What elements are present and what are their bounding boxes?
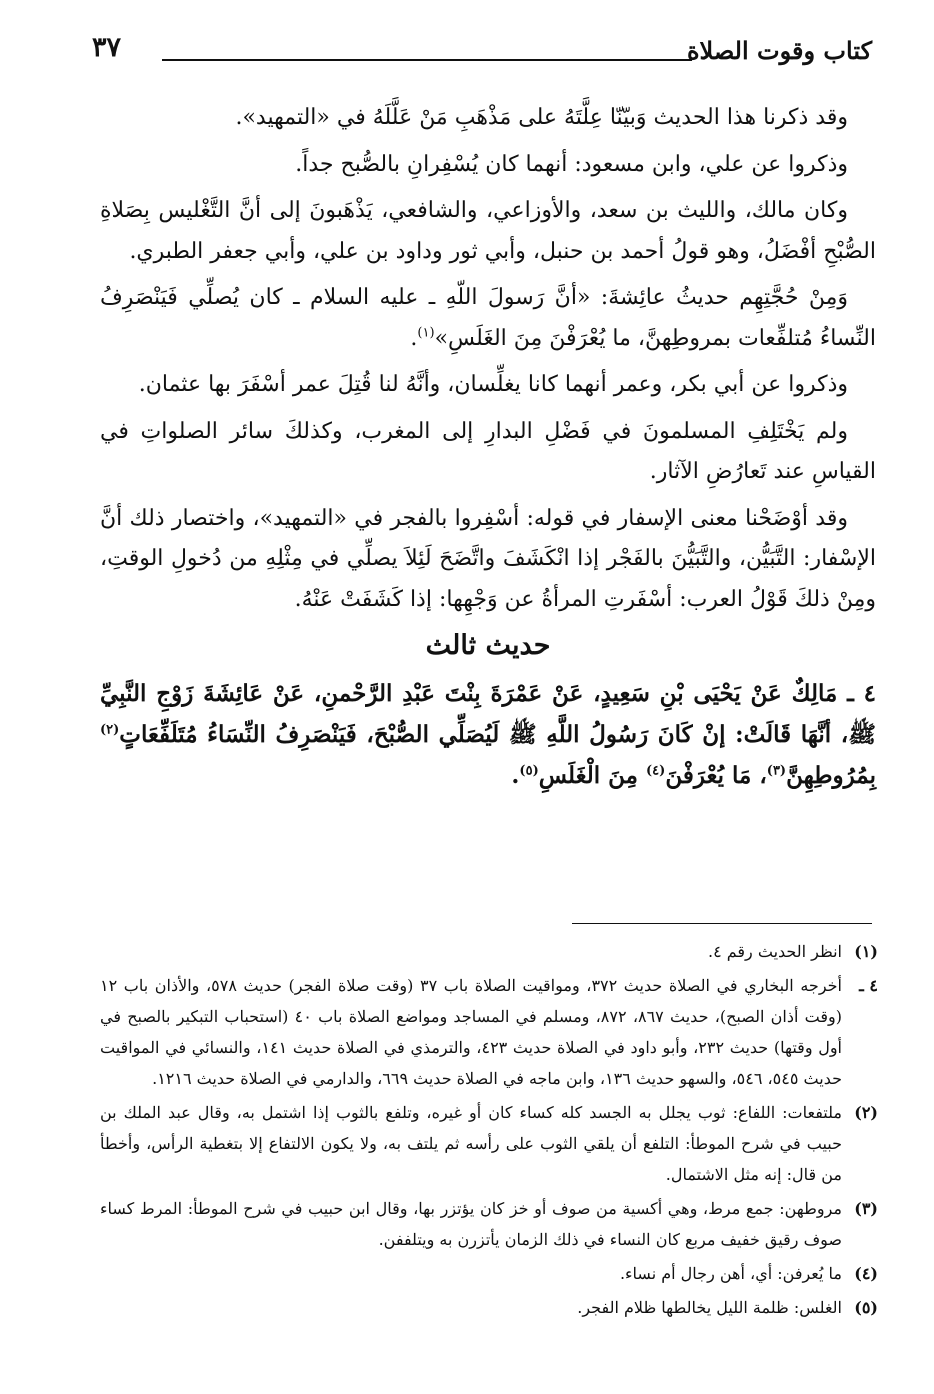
hadith-part: . <box>511 761 520 789</box>
main-text <box>100 98 876 802</box>
footnote-text: انظر الحديث رقم ٤. <box>707 942 842 961</box>
footnote <box>100 1258 878 1289</box>
footnote <box>100 970 878 1094</box>
section-title: حديث ثالث <box>425 630 551 661</box>
hadith-part: ٤ ـ مَالِكٌ عَنْ يَحْيَى بْنِ سَعِيدٍ، عَنْ عَمْرَةَ بِنْتَ عَبْدِ الرَّحْمنِ، عَنْ عَائِشَةَ زَوْجِ النَّبِيِّ ﷺ، أنَّهَا قَالَتْ: إنْ كَانَ رَسُولُ اللَّهِ ﷺ لَيُصَلِّي الصُّبْحَ، فَيَنْصَرِفُ النِّسَاءُ مُتَلَفِّعَاتٍ <box>100 679 876 748</box>
page-number: ٣٧ <box>92 32 122 63</box>
header-rule <box>162 59 692 61</box>
paragraph: وذكروا عن أبي بكر، وعمر أنهما كانا يغلِّسان، وأنَّهُ لنا قُتِلَ عمر أسْفَرَ بها عثمان. <box>138 372 848 397</box>
footnote-number: (٥) <box>854 1298 878 1317</box>
footnote-ref: (٣) <box>766 762 787 778</box>
paragraph-text: وَمِنْ حُجَّتِهِم حديثُ عائِشةَ: «أنَّ رَسولَ اللّهِ ـ عليه السلام ـ كان يُصلِّي فَيَنْصَرِفُ النِّساءُ مُتلفِّعات بمروطِهنَّ، ما يُعْرَفْنَ مِنَ الغَلَسِ» <box>100 285 876 351</box>
hadith-part: مِنَ الْغَلَسِ <box>538 761 638 789</box>
footnote <box>100 936 878 967</box>
footnote-text: ملتفعات: اللفاع: ثوب يجلل به الجسد كله كساء كان أو غيره، وتلفع بالثوب إذا اشتمل به، وقال عبد الملك بن حبيب في شرح الموطأ: التلفع أن يلقي الثوب على رأسه ثم يلتف به، ولا يكون الالتفاع إلا بتغطية الرأس، وأخطأ من قال: إنه مثل الاشتمال. <box>100 1103 843 1184</box>
hadith-part: ، مَا يُعْرَفْنَ <box>665 761 767 789</box>
paragraph: ولم يَخْتَلِفِ المسلمونَ في فَضْلِ البدارِ إلى المغرب، وكذلكَ سائر الصلواتِ في القياسِ عند تَعارُضِ الآثار. <box>100 418 876 484</box>
footnote-number: (٣) <box>854 1199 878 1218</box>
paragraph: وَمِنْ حُجَّتِهِم حديثُ عائِشةَ: «أنَّ رَسولَ اللّهِ ـ عليه السلام ـ كان يُصلِّي فَيَنْصَرِفُ النِّساءُ مُتلفِّعات بمروطِهنَّ، ما يُعْرَفْنَ مِنَ الغَلَسِ»$^{(١)}$. <box>100 285 876 351</box>
paragraph: وقد ذكرنا هذا الحديث وَبيّنّا عِلَّتَهُ على مَذْهَبِ مَنْ عَلَّلَهُ في «التمهيد». <box>235 105 848 130</box>
footnote <box>100 1193 878 1255</box>
footnote <box>100 1292 878 1323</box>
footnote-ref: (١) <box>417 325 435 341</box>
footnote-text: ما يُعرفن: أي، أهن رجال أم نساء. <box>619 1264 842 1283</box>
footnote-number: ٤ ـ <box>859 976 878 995</box>
paragraph: وكان مالك، والليث بن سعد، والأوزاعي، والشافعي، يَذْهَبونَ إلى أنَّ التَّغْليس بِصَلاةِ الصُّبْحِ أفْضَلُ، وهو قولُ أحمد بن حنبل، وأبي ثور وداود بن علي، وأبي جعفر الطبري. <box>100 198 876 264</box>
footnote-number: (٢) <box>854 1103 878 1122</box>
paragraph: وذكروا عن علي، وابن مسعود: أنهما كان يُسْفِرانِ بالصُّبح جداً. <box>295 151 848 177</box>
footnote-ref: (٤) <box>646 762 666 778</box>
footnote-rule <box>572 923 872 924</box>
footnote-text: الغلس: ظلمة الليل يخالطها ظلام الفجر. <box>577 1298 842 1317</box>
footnote-ref: (٥) <box>519 762 539 778</box>
footnote <box>100 1097 878 1190</box>
page-header <box>92 30 872 70</box>
hadith-text <box>100 673 876 796</box>
footnote-ref: (٢) <box>100 721 120 737</box>
footnotes <box>100 936 878 1326</box>
footnote-text: أخرجه البخاري في الصلاة حديث ٣٧٢، ومواقيت الصلاة باب ٣٧ (وقت صلاة الفجر) حديث ٥٧٨، والأذان باب ١٢ (وقت أذان الصبح)، حديث ٨٦٧، ٨٧٢، ومسلم في المساجد ومواضع الصلاة باب ٤٠ (استحباب التبكير بالصبح في أول وقتها) حديث ٢٣٢، وأبو داود في الصلاة حديث ٤٢٣، والترمذي في الصلاة حديث ١٤١، والنسائي في المواقيت حديث ٥٤٥، ٥٤٦، والسهو حديث ١٣٦، وابن ماجه في الصلاة حديث ٦٦٩، والدارمي في الصلاة حديث ١٢١٦. <box>100 976 843 1088</box>
footnote-text: مروطهن: جمع مرط، وهي أكسية من صوف أو خز كان يؤتزر بها، وقال ابن حبيب في شرح الموطأ: المرط كساء صوف رقيق خفيف مربع كان النساء في ذلك الزمان يأتزرن به ويتلففن. <box>100 1199 842 1249</box>
hadith-part: بِمُرُوطِهِنَّ <box>786 761 876 789</box>
paragraph: وقد أوْضَحْنا معنى الإسفار في قوله: أسْفِروا بالفجر في «التمهيد»، واختصار ذلك أنَّ الإسْفار: التَّبَيُّن، والتَّبَيُّنَ بالفَجْر إذا انْكَشَفَ واتَّضَحَ لَئِلاَ يصلِّي في مِثْلِهِ من دُخولِ الوقتِ، ومِنْ ذلكَ قَوْلُ العرب: أسْفَرتِ المرأةُ عن وَجْهِها: إذا كَشَفَتْ عَنْهُ. <box>100 505 876 612</box>
footnote-number: (٤) <box>854 1264 878 1283</box>
running-title: كتاب وقوت الصلاة <box>686 36 872 65</box>
footnote-number: (١) <box>854 942 878 961</box>
